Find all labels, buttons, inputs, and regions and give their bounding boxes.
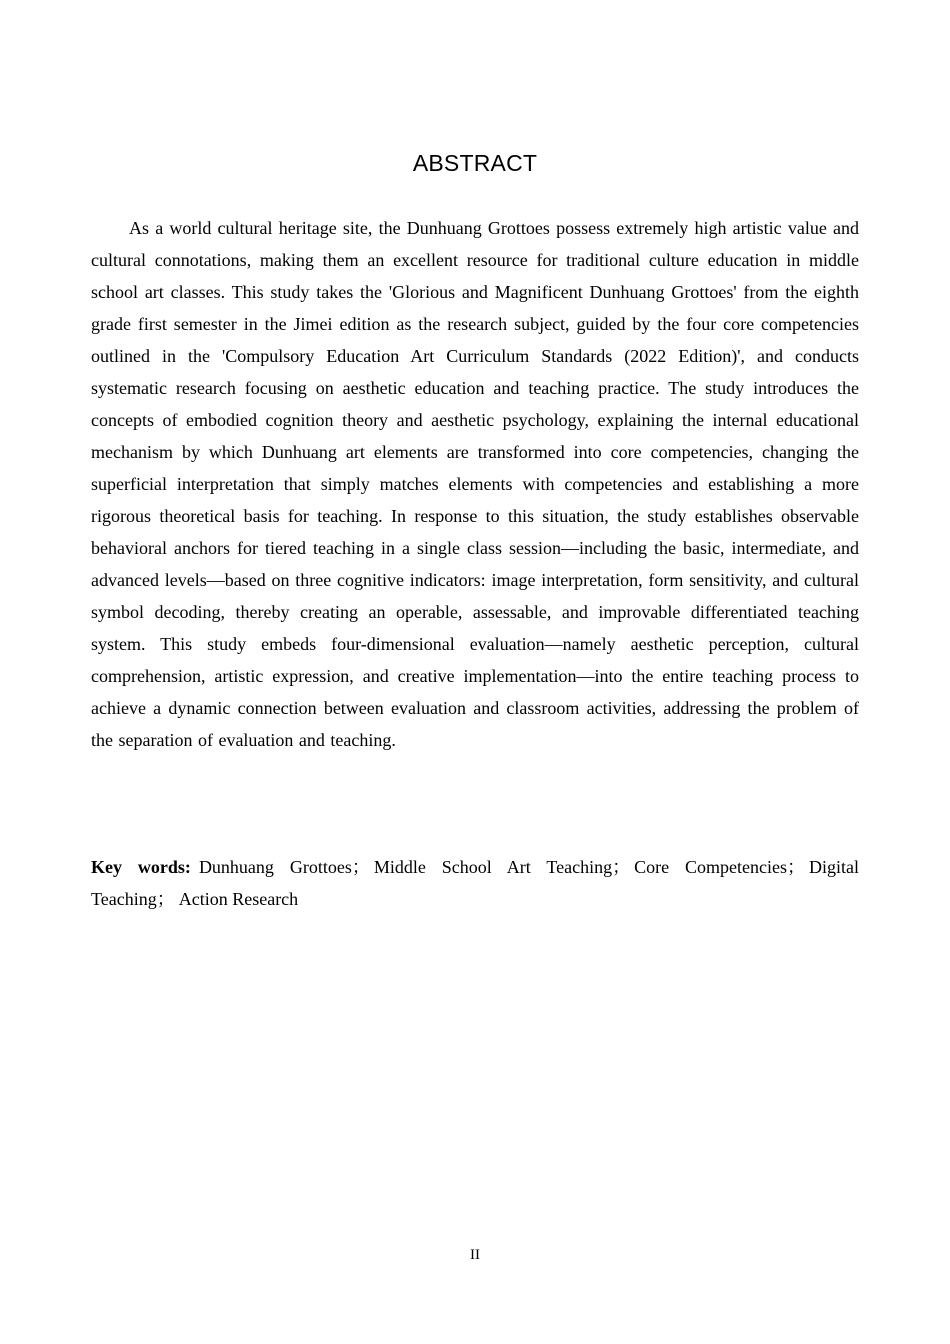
abstract-title: ABSTRACT [412,150,538,176]
keywords-label: Key words: [91,857,191,877]
abstract-paragraph: As a world cultural heritage site, the Dunhuang Grottoes possess extremely high artistic value and cultural connotations, making them an excellent resource for traditional culture education in middle school art classes. This study takes the 'Glorious and Magnificent Dunhuang Grottoes' from the eighth grade first semester in the Jimei edition as the research subject, guided by the four core competencies outlined in the 'Compulsory Education Art Curriculum Standards (2022 Edition)', and conducts systematic research focusing on aesthetic education and teaching practice. The study introduces the concepts of embodied cognition theory and aesthetic psychology, explaining the internal educational mechanism by which Dunhuang art elements are transformed into core competencies, changing the superficial interpretation that simply matches elements with competencies and establishing a more rigorous theoretical basis for teaching. In response to this situation, the study establishes observable behavioral anchors for tiered teaching in a single class session—including the basic, intermediate, and advanced levels—based on three cognitive indicators: image interpretation, form sensitivity, and cultural symbol decoding, thereby creating an operable, assessable, and improvable differentiated teaching system. This study embeds four-dimensional evaluation—namely aesthetic perception, cultural comprehension, artistic expression, and creative implementation—into the entire teaching process to achieve a dynamic connection between evaluation and classroom activities, addressing the problem of the separation of evaluation and teaching. [91,218,859,750]
keyword-item: Dunhuang Grottoes [198,857,352,877]
keyword-item: Middle School Art Teaching [373,857,613,877]
keyword-separator: ； [156,889,175,909]
keyword-separator: ； [612,857,631,877]
page-number: II [470,1247,480,1263]
keyword-item: Digital Teaching [91,857,859,909]
keyword-item: Core Competencies [634,857,787,877]
keyword-item: Action Research [178,889,299,909]
keyword-separator: ； [786,857,805,877]
keyword-separator: ； [351,857,370,877]
keywords-line [91,851,859,915]
